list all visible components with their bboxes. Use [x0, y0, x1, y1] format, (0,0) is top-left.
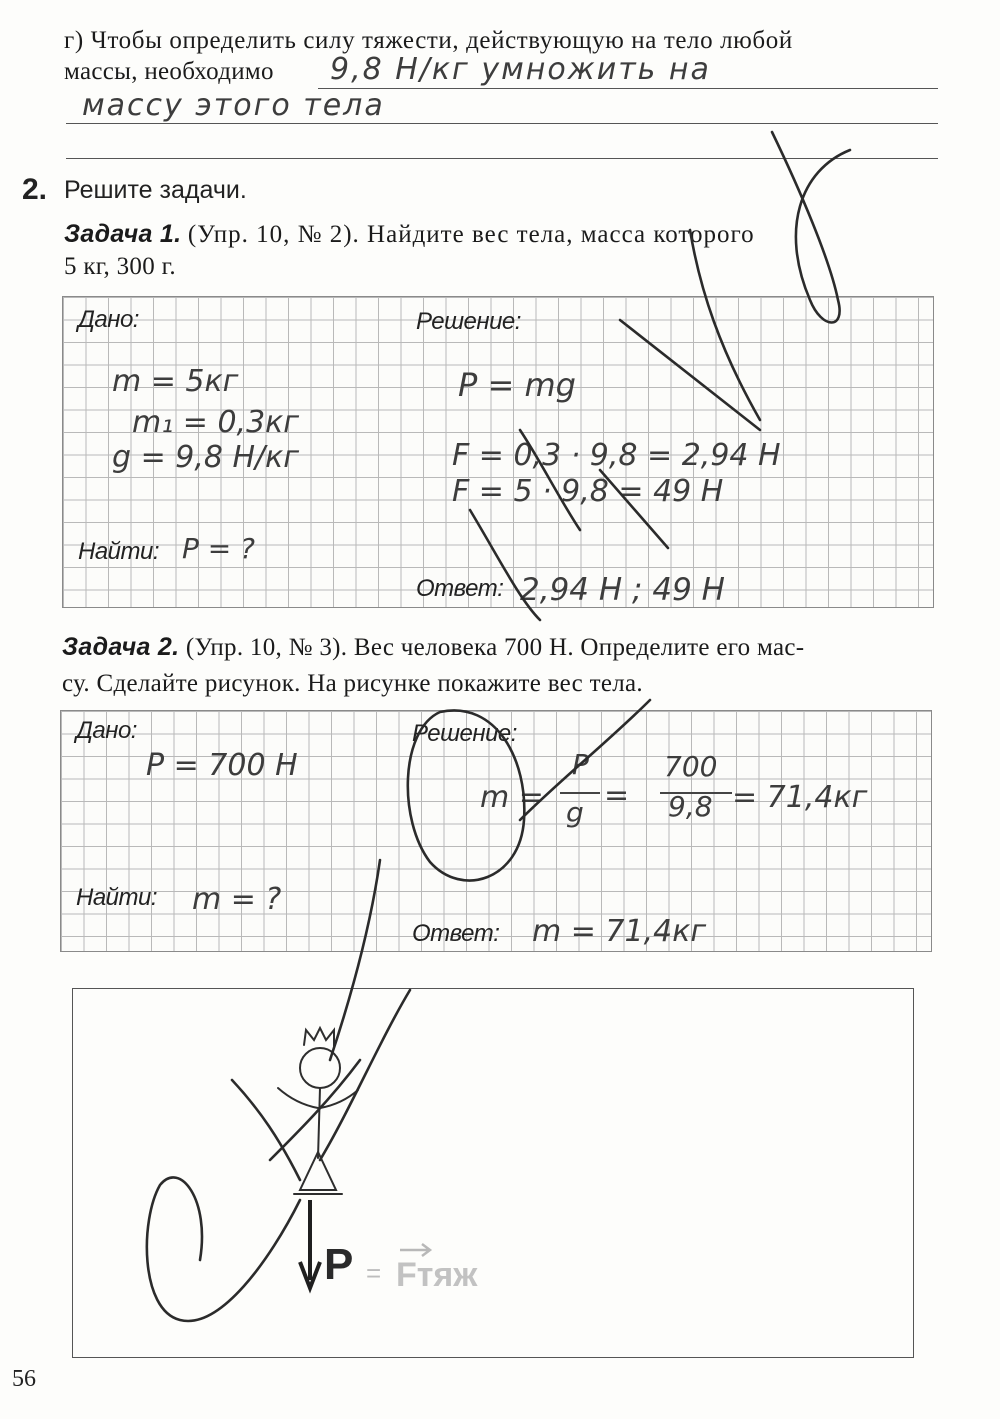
task1-given-label: Дано:	[78, 306, 139, 333]
force-eq-label: =	[366, 1258, 382, 1288]
task2-find-value: m = ?	[192, 882, 282, 917]
task1-text-line2: 5 кг, 300 г.	[64, 253, 176, 280]
item-g-answer-part1: 9,8 Н/кг умножить на	[330, 52, 711, 87]
task2-text-line1: (Упр. 10, № 3). Вес человека 700 Н. Определите его мас-	[185, 634, 805, 661]
section-number: 2.	[22, 173, 48, 206]
force-label-p: P	[324, 1240, 354, 1289]
task2-given-1: P = 700 Н	[146, 748, 298, 783]
task1-solution-3: F = 5 · 9,8 = 49 Н	[452, 474, 724, 509]
task2-answer-label: Ответ:	[412, 920, 500, 947]
task2-frac1-bar	[560, 792, 600, 794]
task1-text-line1: (Упр. 10, № 2). Найдите вес тела, масса которого	[187, 221, 755, 248]
answer-line-3	[66, 158, 938, 159]
task2-statement	[62, 633, 942, 662]
task2-find-label: Найти:	[76, 884, 158, 911]
item-g-answer-part2: массу этого тела	[82, 88, 385, 123]
answer-line-1	[318, 88, 938, 89]
answer-line-2	[66, 123, 938, 124]
task1-given-1: m = 5кг	[112, 364, 239, 399]
task2-frac1-num: P	[572, 748, 589, 781]
task2-solution-eq: =	[604, 778, 630, 813]
task1-label: Задача 1.	[64, 220, 182, 248]
task1-solution-2: F = 0,3 · 9,8 = 2,94 Н	[452, 438, 781, 473]
task2-frac2-den: 9,8	[668, 790, 713, 823]
drawing-box	[72, 988, 914, 1358]
task1-solution-label: Решение:	[416, 308, 521, 335]
page-number: 56	[12, 1366, 36, 1392]
task1-answer-value: 2,94 Н ; 49 Н	[520, 572, 725, 608]
item-g-line2-prefix: массы, необходимо	[64, 58, 274, 85]
task1-statement	[64, 220, 944, 249]
task2-frac1-den: g	[566, 796, 584, 829]
task2-text-line2: су. Сделайте рисунок. На рисунке покажите вес тела.	[62, 670, 643, 697]
task1-answer-label: Ответ:	[416, 575, 504, 602]
task1-find-value: P = ?	[182, 532, 256, 565]
section-title: Решите задачи.	[64, 176, 247, 204]
ftyazh-label: Fтяж	[396, 1256, 478, 1294]
task2-frac2-num: 700	[664, 750, 718, 783]
task2-answer-value: m = 71,4кг	[532, 914, 707, 949]
task2-label: Задача 2.	[62, 633, 180, 661]
item-g-line1: г) Чтобы определить силу тяжести, действующую на тело любой	[64, 27, 793, 54]
task2-solution-result: = 71,4кг	[732, 780, 868, 815]
task1-given-3: g = 9,8 Н/кг	[112, 440, 300, 475]
task1-solution-1: P = mg	[458, 366, 576, 404]
task2-solution-label: Решение:	[412, 720, 517, 747]
task2-solution-m: m =	[480, 780, 544, 815]
task2-given-label: Дано:	[76, 717, 137, 744]
task1-find-label: Найти:	[78, 538, 160, 565]
task1-given-2: m₁ = 0,3кг	[132, 405, 300, 440]
